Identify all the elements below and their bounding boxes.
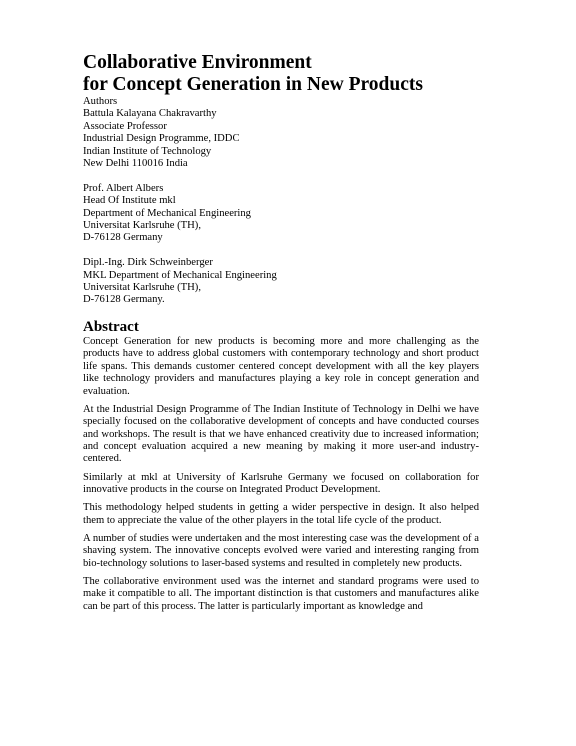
abstract-paragraph: At the Industrial Design Programme of The Indian Institute of Technology in Delhi we have specially focused on the collaborative development of concepts and have conducted courses and workshops. The result is that we have enhanced creativity due to increased information; and concept evaluation acquired a new meaning by making it more user-and industry-centered.	[83, 403, 479, 465]
author-3	[83, 257, 479, 307]
abstract-paragraph: This methodology helped students in getting a wider perspective in design. It also helped them to appreciate the value of the other players in the total life cycle of the product.	[83, 502, 479, 526]
abstract-heading: Abstract	[83, 318, 139, 335]
abstract-body	[83, 336, 479, 613]
author-2-institution: Universitat Karlsruhe (TH),	[83, 220, 201, 232]
authors-label: Authors	[83, 96, 118, 107]
paper-page	[83, 52, 479, 619]
author-3-name: Dipl.-Ing. Dirk Schweinberger	[83, 257, 213, 269]
abstract-paragraph: Concept Generation for new products is becoming more and more challenging as the products have to address global customers with contemporary technology and short product life spans. This demands customer centered concept development with all the key players like technology providers and manufactures playing a key role in concept generation and evaluation.	[83, 335, 479, 397]
paper-title	[83, 52, 479, 96]
abstract-paragraph: The collaborative environment used was the internet and standard programs were used to make it compatible to all. The important distinction is that customers and manufactures alike can be part of this process. The latter is particularly important as knowledge and	[83, 575, 479, 612]
author-spacer	[83, 245, 479, 257]
author-2-name: Prof. Albert Albers	[83, 182, 164, 194]
author-1-department: Industrial Design Programme, IDDC	[83, 133, 240, 145]
author-2	[83, 183, 479, 245]
author-1-institution: Indian Institute of Technology	[83, 145, 212, 157]
author-1-name: Battula Kalayana Chakravarthy	[83, 108, 217, 120]
title-line-1: Collaborative Environment	[83, 52, 312, 73]
author-3-institution: Universitat Karlsruhe (TH),	[83, 282, 201, 294]
abstract-paragraph: Similarly at mkl at University of Karlsruhe Germany we focused on collaboration for innovative products in the course on Integrated Product Development.	[83, 471, 479, 495]
author-spacer	[83, 170, 479, 182]
author-2-position: Head Of Institute mkl	[83, 195, 176, 207]
authors-section	[83, 96, 479, 307]
author-1-address: New Delhi 110016 India	[83, 158, 188, 170]
author-2-department: Department of Mechanical Engineering	[83, 207, 251, 219]
author-2-address: D-76128 Germany	[83, 232, 163, 244]
author-1	[83, 108, 479, 170]
author-3-address: D-76128 Germany.	[83, 294, 165, 306]
author-3-department: MKL Department of Mechanical Engineering	[83, 269, 277, 281]
abstract-paragraph: A number of studies were undertaken and the most interesting case was the development of a shaving system. The innovative concepts evolved were varied and interesting ranging from bio-technology solutions to laser-based systems and resulted in completely new products.	[83, 532, 479, 569]
title-line-2: for Concept Generation in New Products	[83, 74, 423, 95]
author-1-position: Associate Professor	[83, 120, 167, 132]
